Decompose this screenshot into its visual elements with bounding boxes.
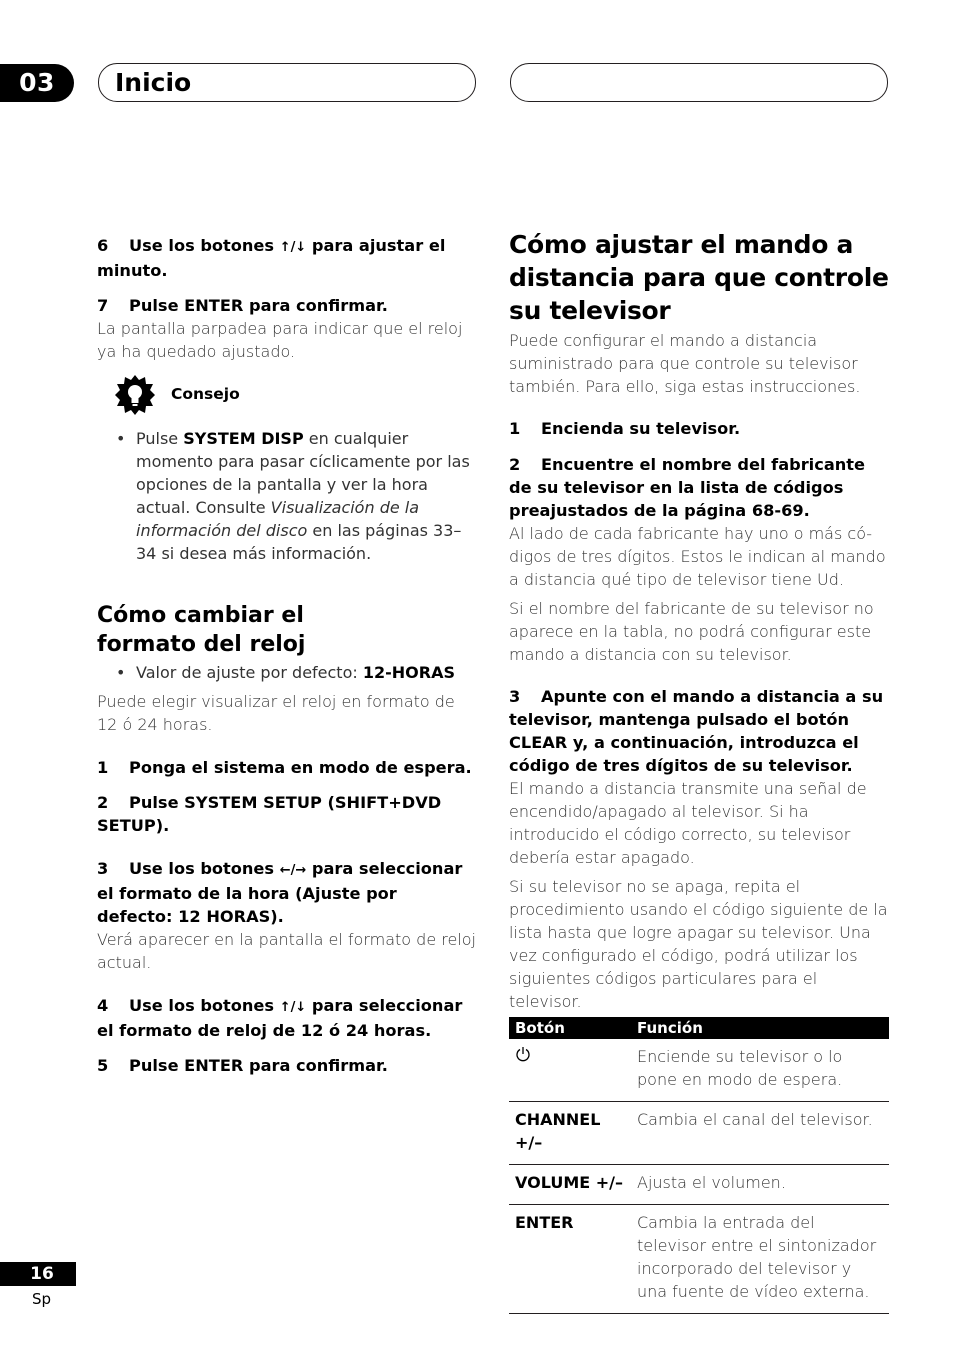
tv-step-2-note: Si el nombre del fabricante de su televisor no aparece en la tabla, no podrá configurar este mando a distancia con su televisor. <box>509 599 874 664</box>
left-right-arrows-icon: ←/→ <box>279 863 307 878</box>
table-cell-key: ENTER <box>509 1205 631 1314</box>
right-intro: Puede configurar el mando a distancia suministrado para que controle su televisor también. Para ello, siga estas instrucciones. <box>509 331 861 396</box>
clock-step-3-description: Verá aparecer en la pantalla el formato de reloj actual. <box>97 930 476 972</box>
table-cell-value: Enciende su televisor o lo pone en modo de espera. <box>631 1039 889 1102</box>
clock-step-4: 4 Use los botones ↑/↓ para seleccionar el formato de reloj de 12 ó 24 horas. <box>97 996 463 1040</box>
table-cell-key: VOLUME +/– <box>509 1165 631 1205</box>
step-number: 7 <box>97 296 109 315</box>
step-number: 6 <box>97 236 109 255</box>
table-row <box>509 1102 889 1165</box>
tip-label: Consejo <box>171 385 240 403</box>
clock-step-1: 1 Ponga el sistema en modo de espera. <box>97 758 472 777</box>
right-section-title: Cómo ajustar el mando a distancia para que controle su televisor <box>509 230 889 325</box>
lightbulb-icon <box>115 375 155 415</box>
chapter-title-box <box>98 63 476 102</box>
tip-bullet: • Pulse SYSTEM DISP en cualquier momento para pasar cíclicamente por las opciones de la pantalla y ver la hora actual. Consulte Visualización de la información del disco en las páginas 33–34 si desea más información. <box>116 429 470 563</box>
default-value-bullet: • Valor de ajuste por defecto: 12-HORAS <box>116 663 455 682</box>
right-column <box>509 228 889 1013</box>
section-intro: Puede elegir visualizar el reloj en formato de 12 ó 24 horas. <box>97 692 455 734</box>
step-7-description: La pantalla parpadea para indicar que el reloj ya ha quedado ajustado. <box>97 319 463 361</box>
table-header-row <box>509 1017 889 1039</box>
language-code: Sp <box>32 1290 52 1308</box>
table-cell-value: Cambia el canal del televisor. <box>631 1102 889 1165</box>
table-cell-value: Cambia la entrada del televisor entre el sintonizador incorporado del televisor y una fuente de vídeo externa. <box>631 1205 889 1314</box>
up-down-arrows-icon: ↑/↓ <box>279 240 307 255</box>
tv-step-3-description: El mando a distancia transmite una señal de encendido/apagado al televisor. Si ha introducido el código correcto, su televisor debería estar apagado. <box>509 779 867 867</box>
table-cell-key <box>509 1039 631 1102</box>
table-cell-key: CHANNEL +/– <box>509 1102 631 1165</box>
table-row <box>509 1039 889 1102</box>
up-down-arrows-icon: ↑/↓ <box>279 1000 307 1015</box>
power-icon <box>515 1046 531 1062</box>
section-title: Cómo cambiar el formato del reloj <box>97 603 306 657</box>
chapter-title: Inicio <box>115 68 192 97</box>
tv-step-3: 3 Apunte con el mando a distancia a su televisor, mantenga pulsado el botón CLEAR y, a continuación, introduzca el código de tres dígitos de su televisor. <box>509 687 884 775</box>
left-column <box>97 234 477 1077</box>
header-empty-box <box>510 63 888 102</box>
table-header-button: Botón <box>509 1017 631 1039</box>
tip-header <box>97 375 477 415</box>
chapter-number: 03 <box>0 64 74 102</box>
step-7: 7 Pulse ENTER para confirmar. <box>97 296 388 315</box>
tv-step-3-note: Si su televisor no se apaga, repita el procedimiento usando el código siguiente de la lista hasta que logre apagar su televisor. Una vez configurado el código, podrá utilizar los siguientes códigos particulares para el televisor. <box>509 877 888 1011</box>
table-header-function: Función <box>631 1017 889 1039</box>
step-6: 6 Use los botones ↑/↓ para ajustar el minuto. <box>97 236 446 280</box>
table-row <box>509 1165 889 1205</box>
clock-step-5: 5 Pulse ENTER para confirmar. <box>97 1056 388 1075</box>
clock-step-2: 2 Pulse SYSTEM SETUP (SHIFT+DVD SETUP). <box>97 793 442 835</box>
tv-step-2: 2 Encuentre el nombre del fabricante de su televisor en la lista de códigos preajustados de la página 68-69. <box>509 455 865 520</box>
table-row <box>509 1205 889 1314</box>
table-cell-value: Ajusta el volumen. <box>631 1165 889 1205</box>
tv-step-2-description: Al lado de cada fabricante hay uno o más có-digos de tres dígitos. Estos le indican al mando a distancia qué tipo de televisor tiene Ud. <box>509 524 886 589</box>
page-number: 16 <box>0 1262 76 1286</box>
tv-step-1: 1 Encienda su televisor. <box>509 419 741 438</box>
function-table <box>509 1017 889 1314</box>
clock-step-3: 3 Use los botones ←/→ para seleccionar el formato de la hora (Ajuste por defecto: 12 HORAS). <box>97 859 463 926</box>
bullet-dot: • <box>116 429 126 448</box>
